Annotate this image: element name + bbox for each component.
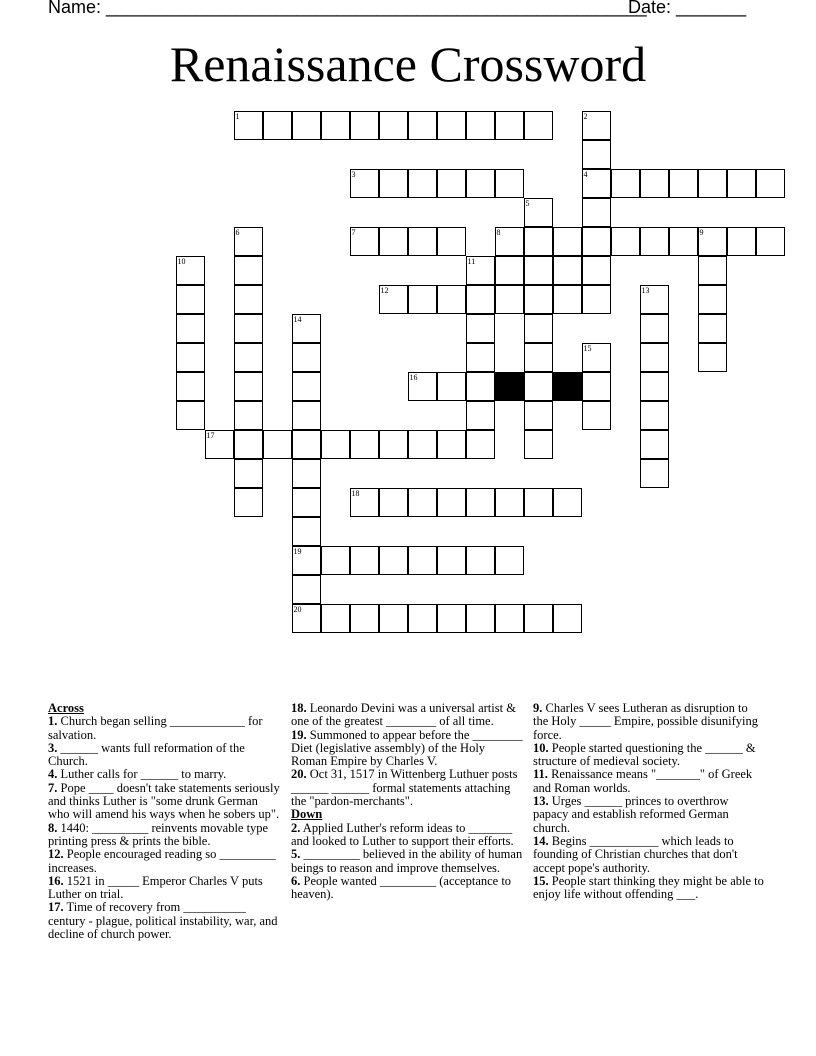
- grid-cell[interactable]: [524, 198, 553, 227]
- grid-cell[interactable]: [234, 401, 263, 430]
- clue-across-18: 18. Leonardo Devini was a universal artist & one of the greatest ________ of all time.: [291, 701, 516, 729]
- grid-cell[interactable]: [756, 227, 785, 256]
- grid-cell[interactable]: [176, 285, 205, 314]
- grid-cell[interactable]: [524, 227, 553, 256]
- clue-across-3: 3. ______ wants full reformation of the Church.: [48, 740, 245, 769]
- grid-cell[interactable]: [408, 227, 437, 256]
- grid-cell[interactable]: [495, 285, 524, 314]
- clue-down-13: 13. Urges ______ princes to overthrow papacy and establish reformed German church.: [533, 794, 729, 835]
- grid-cell[interactable]: [640, 343, 669, 372]
- grid-cell[interactable]: [756, 169, 785, 198]
- clue-number: 16: [409, 372, 418, 382]
- grid-cell[interactable]: [466, 372, 495, 401]
- grid-cell[interactable]: [408, 488, 437, 517]
- grid-cell[interactable]: [640, 169, 669, 198]
- grid-cell[interactable]: [524, 314, 553, 343]
- clue-across-16: 16. 1521 in _____ Emperor Charles V puts Luther on trial.: [48, 873, 263, 902]
- clue-down-15: 15. People start thinking they might be able to enjoy life without offending ___.: [533, 873, 764, 902]
- grid-cell[interactable]: [640, 430, 669, 459]
- grid-cell[interactable]: [582, 372, 611, 401]
- grid-cell[interactable]: [466, 285, 495, 314]
- grid-cell[interactable]: [553, 256, 582, 285]
- grid-cell[interactable]: [176, 401, 205, 430]
- clue-down-2: 2. Applied Luther's reform ideas to _______ and looked to Luther to support their efforts.: [291, 820, 514, 848]
- clue-across-20: 20. Oct 31, 1517 in Wittenberg Luthuer posts ______ ______ formal statements attaching the "pardon-merchants".: [291, 767, 518, 809]
- grid-cell[interactable]: [698, 169, 727, 198]
- grid-cell[interactable]: [582, 198, 611, 227]
- grid-cell[interactable]: [321, 546, 350, 575]
- grid-cell[interactable]: [611, 169, 640, 198]
- grid-cell[interactable]: [640, 401, 669, 430]
- across-heading: Across: [48, 701, 84, 715]
- grid-cell[interactable]: [669, 227, 698, 256]
- clue-number: 7: [351, 227, 356, 237]
- clue-number: 1: [235, 111, 240, 121]
- clue-number: 4: [583, 169, 588, 179]
- grid-cell[interactable]: [698, 314, 727, 343]
- grid-cell[interactable]: [234, 430, 263, 459]
- grid-cell[interactable]: [408, 430, 437, 459]
- grid-cell[interactable]: [582, 285, 611, 314]
- clue-number: 17: [206, 430, 215, 440]
- grid-cell[interactable]: [524, 111, 553, 140]
- grid-cell[interactable]: [524, 285, 553, 314]
- grid-cell[interactable]: [176, 343, 205, 372]
- grid-cell[interactable]: [466, 401, 495, 430]
- grid-cell[interactable]: [234, 256, 263, 285]
- grid-cell[interactable]: [234, 488, 263, 517]
- grid-cell[interactable]: [234, 227, 263, 256]
- clue-number: 20: [293, 604, 302, 614]
- grid-cell[interactable]: [292, 488, 321, 517]
- grid-cell[interactable]: [640, 314, 669, 343]
- grid-cell[interactable]: [263, 430, 292, 459]
- grid-cell[interactable]: [437, 111, 466, 140]
- clue-down-11: 11. Renaissance means "_______" of Greek and Roman worlds.: [533, 767, 753, 795]
- grid-cell[interactable]: [524, 488, 553, 517]
- grid-cell[interactable]: [379, 488, 408, 517]
- clue-down-14: 14. Begins ___________ which leads to founding of Christian churches that don't accept pope's authority.: [533, 833, 738, 875]
- grid-cell[interactable]: [379, 430, 408, 459]
- grid-cell[interactable]: [437, 227, 466, 256]
- clue-down-9: 9. Charles V sees Lutheran as disruption to the Holy _____ Empire, possible disunifying force.: [533, 701, 758, 742]
- clue-number: 2: [583, 111, 588, 121]
- grid-cell[interactable]: [408, 372, 437, 401]
- grid-cell[interactable]: [553, 227, 582, 256]
- black-cell: [553, 372, 582, 401]
- grid-cell[interactable]: [466, 314, 495, 343]
- grid-cell[interactable]: [292, 314, 321, 343]
- grid-cell[interactable]: [437, 546, 466, 575]
- clue-across-1: 1. Church began selling ____________ for salvation.: [48, 714, 263, 742]
- grid-cell[interactable]: [466, 430, 495, 459]
- clue-number: 10: [177, 256, 186, 266]
- black-cell: [495, 372, 524, 401]
- grid-cell[interactable]: [292, 517, 321, 546]
- grid-cell[interactable]: [582, 111, 611, 140]
- date-field[interactable]: Date: _______: [628, 0, 747, 17]
- grid-cell[interactable]: [437, 285, 466, 314]
- grid-cell[interactable]: [524, 256, 553, 285]
- clue-column-3: [533, 702, 765, 901]
- grid-cell[interactable]: [350, 488, 379, 517]
- grid-cell[interactable]: [466, 169, 495, 198]
- clue-number: 18: [351, 488, 360, 498]
- grid-cell[interactable]: [582, 343, 611, 372]
- grid-cell[interactable]: [408, 604, 437, 633]
- grid-cell[interactable]: [350, 227, 379, 256]
- grid-cell[interactable]: [292, 459, 321, 488]
- clue-number: 13: [641, 285, 650, 295]
- clue-across-8: 8. 1440: _________ reinvents movable type printing press & prints the bible.: [48, 820, 269, 848]
- grid-cell[interactable]: [350, 604, 379, 633]
- grid-cell[interactable]: [495, 604, 524, 633]
- grid-cell[interactable]: [640, 227, 669, 256]
- grid-cell[interactable]: [669, 169, 698, 198]
- grid-cell[interactable]: [582, 401, 611, 430]
- grid-cell[interactable]: [205, 430, 234, 459]
- grid-cell[interactable]: [466, 111, 495, 140]
- grid-cell[interactable]: [727, 169, 756, 198]
- grid-cell[interactable]: [234, 372, 263, 401]
- grid-cell[interactable]: [234, 314, 263, 343]
- grid-cell[interactable]: [698, 256, 727, 285]
- grid-cell[interactable]: [524, 372, 553, 401]
- grid-cell[interactable]: [321, 430, 350, 459]
- down-heading: Down: [291, 807, 323, 822]
- clue-number: 6: [235, 227, 240, 237]
- grid-cell[interactable]: [350, 111, 379, 140]
- grid-cell[interactable]: [379, 285, 408, 314]
- clue-column-2: [291, 702, 523, 901]
- grid-cell[interactable]: [553, 285, 582, 314]
- clue-across-4: 4. Luther calls for ______ to marry.: [48, 767, 227, 782]
- grid-cell[interactable]: [408, 111, 437, 140]
- grid-cell[interactable]: [582, 140, 611, 169]
- grid-cell[interactable]: [321, 111, 350, 140]
- grid-cell[interactable]: [379, 227, 408, 256]
- grid-cell[interactable]: [524, 604, 553, 633]
- grid-cell[interactable]: [292, 546, 321, 575]
- clue-across-12: 12. People encouraged reading so _________ increases.: [48, 847, 276, 875]
- grid-cell[interactable]: [321, 604, 350, 633]
- grid-cell[interactable]: [466, 256, 495, 285]
- clue-number: 5: [525, 198, 530, 208]
- grid-cell[interactable]: [495, 227, 524, 256]
- grid-cell[interactable]: [292, 343, 321, 372]
- grid-cell[interactable]: [350, 546, 379, 575]
- clue-across-19: 19. Summoned to appear before the ________ Diet (legislative assembly) of the Holy Roman Empire by Charles V.: [291, 727, 523, 769]
- grid-cell[interactable]: [234, 285, 263, 314]
- clue-number: 19: [293, 546, 302, 556]
- grid-cell[interactable]: [582, 227, 611, 256]
- grid-cell[interactable]: [466, 343, 495, 372]
- grid-cell[interactable]: [292, 401, 321, 430]
- grid-cell[interactable]: [698, 285, 727, 314]
- clue-down-5: 5. _________ believed in the ability of human beings to reason and improve themselves.: [291, 847, 523, 875]
- grid-cell[interactable]: [176, 372, 205, 401]
- grid-cell[interactable]: [466, 488, 495, 517]
- grid-cell[interactable]: [379, 111, 408, 140]
- grid-cell[interactable]: [292, 604, 321, 633]
- grid-cell[interactable]: [437, 604, 466, 633]
- grid-cell[interactable]: [437, 372, 466, 401]
- clue-column-1: [48, 702, 280, 941]
- grid-cell[interactable]: [466, 546, 495, 575]
- clue-number: 14: [293, 314, 302, 324]
- grid-cell[interactable]: [640, 372, 669, 401]
- grid-cell[interactable]: [176, 256, 205, 285]
- clue-number: 3: [351, 169, 356, 179]
- clue-down-6: 6. People wanted _________ (acceptance to heaven).: [291, 873, 512, 902]
- clue-number: 12: [380, 285, 389, 295]
- grid-cell[interactable]: [234, 459, 263, 488]
- grid-cell[interactable]: [582, 169, 611, 198]
- grid-cell[interactable]: [466, 604, 495, 633]
- grid-cell[interactable]: [292, 111, 321, 140]
- name-field[interactable]: Name: ______________________________________________________: [48, 0, 647, 17]
- grid-cell[interactable]: [582, 256, 611, 285]
- grid-cell[interactable]: [698, 343, 727, 372]
- grid-cell[interactable]: [379, 169, 408, 198]
- grid-cell[interactable]: [640, 459, 669, 488]
- grid-cell[interactable]: [350, 430, 379, 459]
- clue-across-17: 17. Time of recovery from __________ century - plague, political instability, war, and decline of church power.: [48, 900, 278, 942]
- grid-cell[interactable]: [437, 169, 466, 198]
- grid-cell[interactable]: [234, 111, 263, 140]
- grid-cell[interactable]: [524, 401, 553, 430]
- grid-cell[interactable]: [495, 169, 524, 198]
- grid-cell[interactable]: [408, 546, 437, 575]
- grid-cell[interactable]: [524, 343, 553, 372]
- grid-cell[interactable]: [524, 430, 553, 459]
- grid-cell[interactable]: [437, 488, 466, 517]
- grid-cell[interactable]: [234, 343, 263, 372]
- grid-cell[interactable]: [727, 227, 756, 256]
- grid-cell[interactable]: [495, 488, 524, 517]
- grid-cell[interactable]: [379, 546, 408, 575]
- grid-cell[interactable]: [176, 314, 205, 343]
- grid-cell[interactable]: [292, 430, 321, 459]
- clue-number: 11: [467, 256, 476, 266]
- grid-cell[interactable]: [495, 546, 524, 575]
- grid-cell[interactable]: [408, 285, 437, 314]
- clue-number: 15: [583, 343, 592, 353]
- grid-cell[interactable]: [495, 256, 524, 285]
- grid-cell[interactable]: [350, 169, 379, 198]
- grid-cell[interactable]: [292, 575, 321, 604]
- grid-cell[interactable]: [640, 285, 669, 314]
- grid-cell[interactable]: [437, 430, 466, 459]
- grid-cell[interactable]: [495, 111, 524, 140]
- grid-cell[interactable]: [408, 169, 437, 198]
- clue-across-7: 7. Pope ____ doesn't take statements seriously and thinks Luther is "some drunk German who will amend his ways when he sobers up".: [48, 780, 280, 822]
- grid-cell[interactable]: [263, 111, 292, 140]
- grid-cell[interactable]: [611, 227, 640, 256]
- clue-number: 9: [699, 227, 704, 237]
- grid-cell[interactable]: [553, 604, 582, 633]
- grid-cell[interactable]: [553, 488, 582, 517]
- clue-down-10: 10. People started questioning the ______ & structure of medieval society.: [533, 740, 756, 769]
- clue-number: 8: [496, 227, 501, 237]
- grid-cell[interactable]: [379, 604, 408, 633]
- grid-cell[interactable]: [292, 372, 321, 401]
- grid-cell[interactable]: [698, 227, 727, 256]
- page-title: Renaissance Crossword: [169, 36, 647, 92]
